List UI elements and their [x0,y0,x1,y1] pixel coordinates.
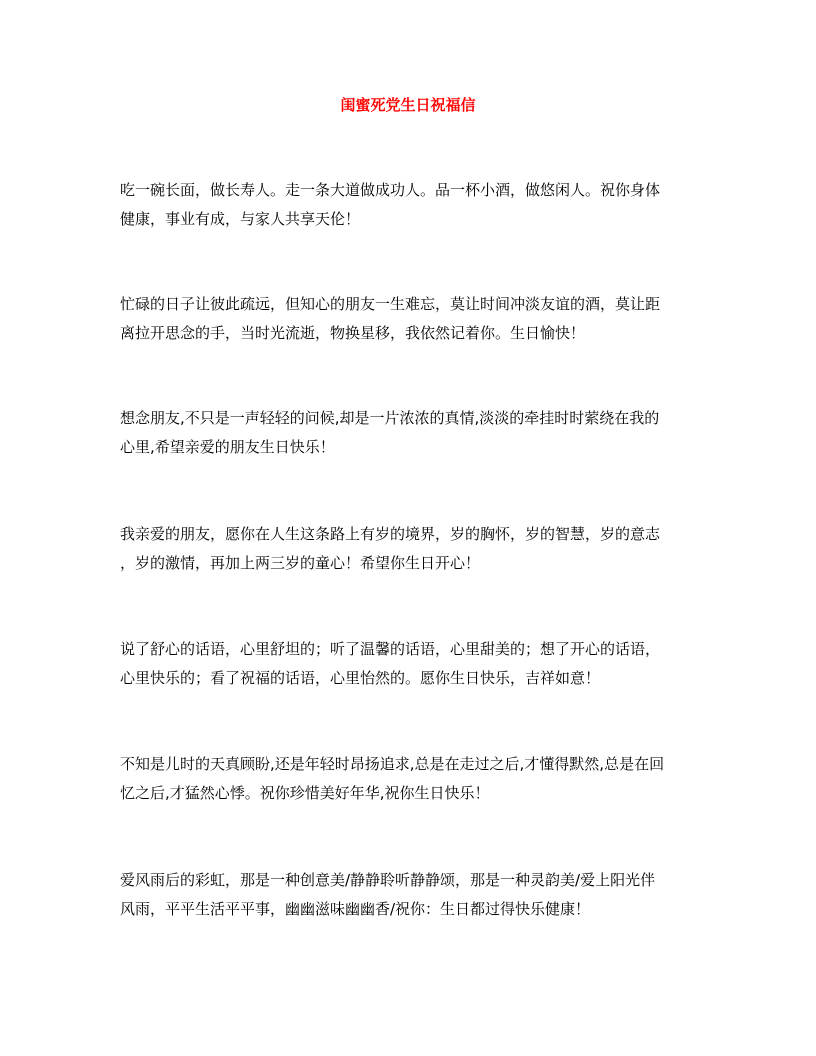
paragraph-6: 不知是儿时的天真顾盼,还是年轻时昂扬追求,总是在走过之后,才懂得默然,总是在回 忆之后,才猛然心悸。祝你珍惜美好年华,祝你生日快乐！ [120,755,665,802]
paragraph-2: 忙碌的日子让彼此疏远，但知心的朋友一生难忘，莫让时间冲淡友谊的酒，莫让距 离拉开思念的手，当时光流逝，物换星移，我依然记着你。生日愉快！ [120,295,661,342]
paragraph-4: 我亲爱的朋友，愿你在人生这条路上有岁的境界，岁的胸怀，岁的智慧，岁的意志 ，岁的激情，再加上两三岁的童心！希望你生日开心！ [120,525,661,572]
paragraph-5: 说了舒心的话语，心里舒坦的；听了温馨的话语，心里甜美的；想了开心的话语， 心里快乐的；看了祝福的话语，心里怡然的。愿你生日快乐，吉祥如意！ [120,640,661,687]
paragraph-3: 想念朋友,不只是一声轻轻的问候,却是一片浓浓的真情,淡淡的牵挂时时萦绕在我的 心里,希望亲爱的朋友生日快乐！ [120,409,660,456]
paragraph-1: 吃一碗长面，做长寿人。走一条大道做成功人。品一杯小酒，做悠闲人。祝你身体 健康，事业有成，与家人共享天伦！ [120,181,661,228]
paragraph-7: 爱风雨后的彩虹，那是一种创意美/静静聆听静静颂，那是一种灵韵美/爱上阳光伴 风雨，平平生活平平事，幽幽滋味幽幽香/祝你：生日都过得快乐健康！ [120,871,656,918]
document-title: 闺蜜死党生日祝福信 [340,96,476,114]
